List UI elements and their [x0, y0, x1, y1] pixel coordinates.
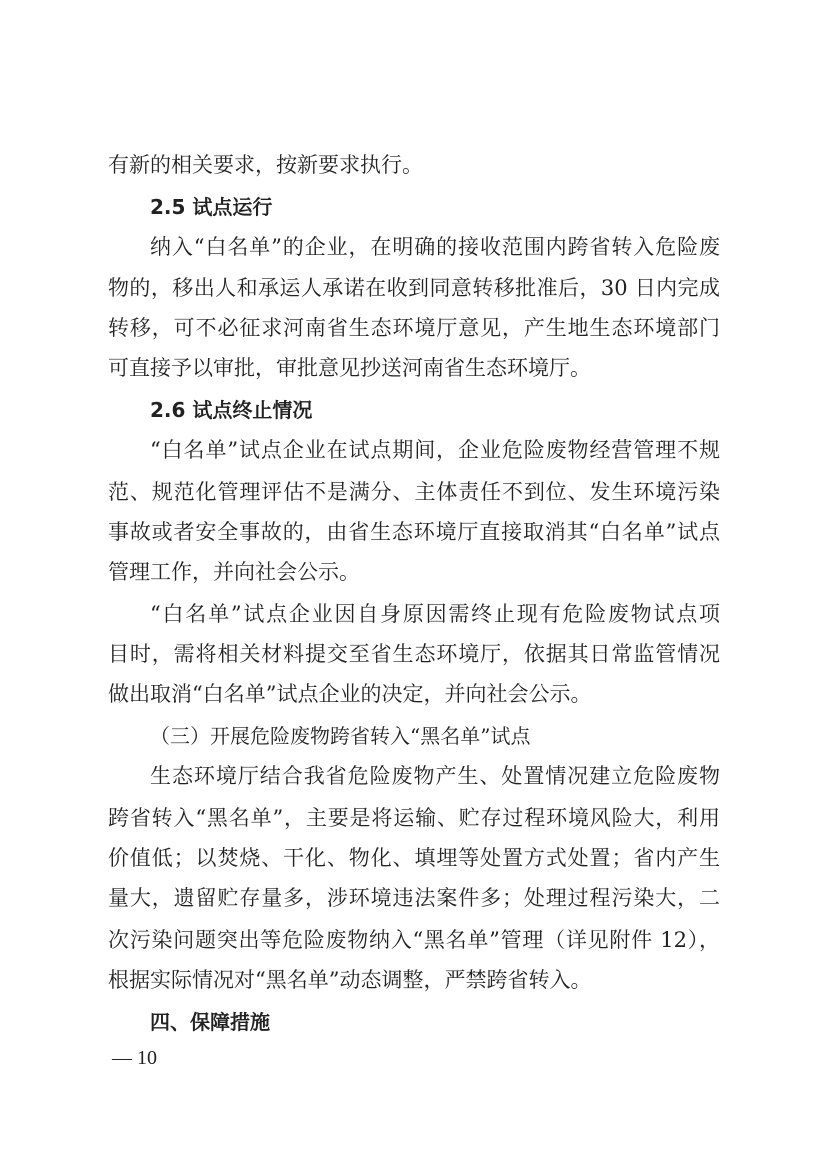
- section-heading: 2.6 试点终止情况: [150, 398, 313, 422]
- paragraph-line: 转移，可不必征求河南省生态环境厅意见，产生地生态环境部门: [108, 316, 720, 340]
- paragraph-line: 有新的相关要求，按新要求执行。: [108, 153, 423, 177]
- section-heading: 2.5 试点运行: [150, 195, 273, 219]
- paragraph-line: “白名单”试点企业在试点期间，企业危险废物经营管理不规: [150, 438, 720, 462]
- section-heading: 四、保障措施: [150, 1010, 270, 1034]
- paragraph-line: 事故或者安全事故的，由省生态环境厅直接取消其“白名单”试点: [108, 520, 720, 544]
- section-heading: （三）开展危险废物跨省转入“黑名单”试点: [150, 724, 531, 748]
- paragraph-line: 范、规范化管理评估不是满分、主体责任不到位、发生环境污染: [108, 480, 720, 504]
- paragraph-line: 生态环境厅结合我省危险废物产生、处置情况建立危险废物: [150, 764, 720, 788]
- page-number: — 10: [112, 1047, 157, 1069]
- paragraph-line: 管理工作，并向社会公示。: [108, 560, 360, 584]
- paragraph-line: 纳入“白名单”的企业，在明确的接收范围内跨省转入危险废: [150, 235, 720, 259]
- paragraph-line: 量大，遗留贮存量多，涉环境违法案件多；处理过程污染大，二: [108, 886, 720, 910]
- paragraph-line: 可直接予以审批，审批意见抄送河南省生态环境厅。: [108, 356, 591, 380]
- paragraph-line: 价值低；以焚烧、干化、物化、填埋等处置方式处置；省内产生: [108, 846, 720, 870]
- paragraph-line: “白名单”试点企业因自身原因需终止现有危险废物试点项: [150, 602, 720, 626]
- paragraph-line: 次污染问题突出等危险废物纳入“黑名单”管理（详见附件 12），: [108, 928, 720, 952]
- paragraph-line: 根据实际情况对“黑名单”动态调整，严禁跨省转入。: [108, 968, 592, 992]
- paragraph-line: 跨省转入“黑名单”，主要是将运输、贮存过程环境风险大，利用: [108, 806, 720, 830]
- paragraph-line: 物的，移出人和承运人承诺在收到同意转移批准后，30 日内完成: [108, 276, 720, 300]
- paragraph-line: 做出取消“白名单”试点企业的决定，并向社会公示。: [108, 682, 592, 706]
- paragraph-line: 目时，需将相关材料提交至省生态环境厅，依据其日常监管情况: [108, 642, 720, 666]
